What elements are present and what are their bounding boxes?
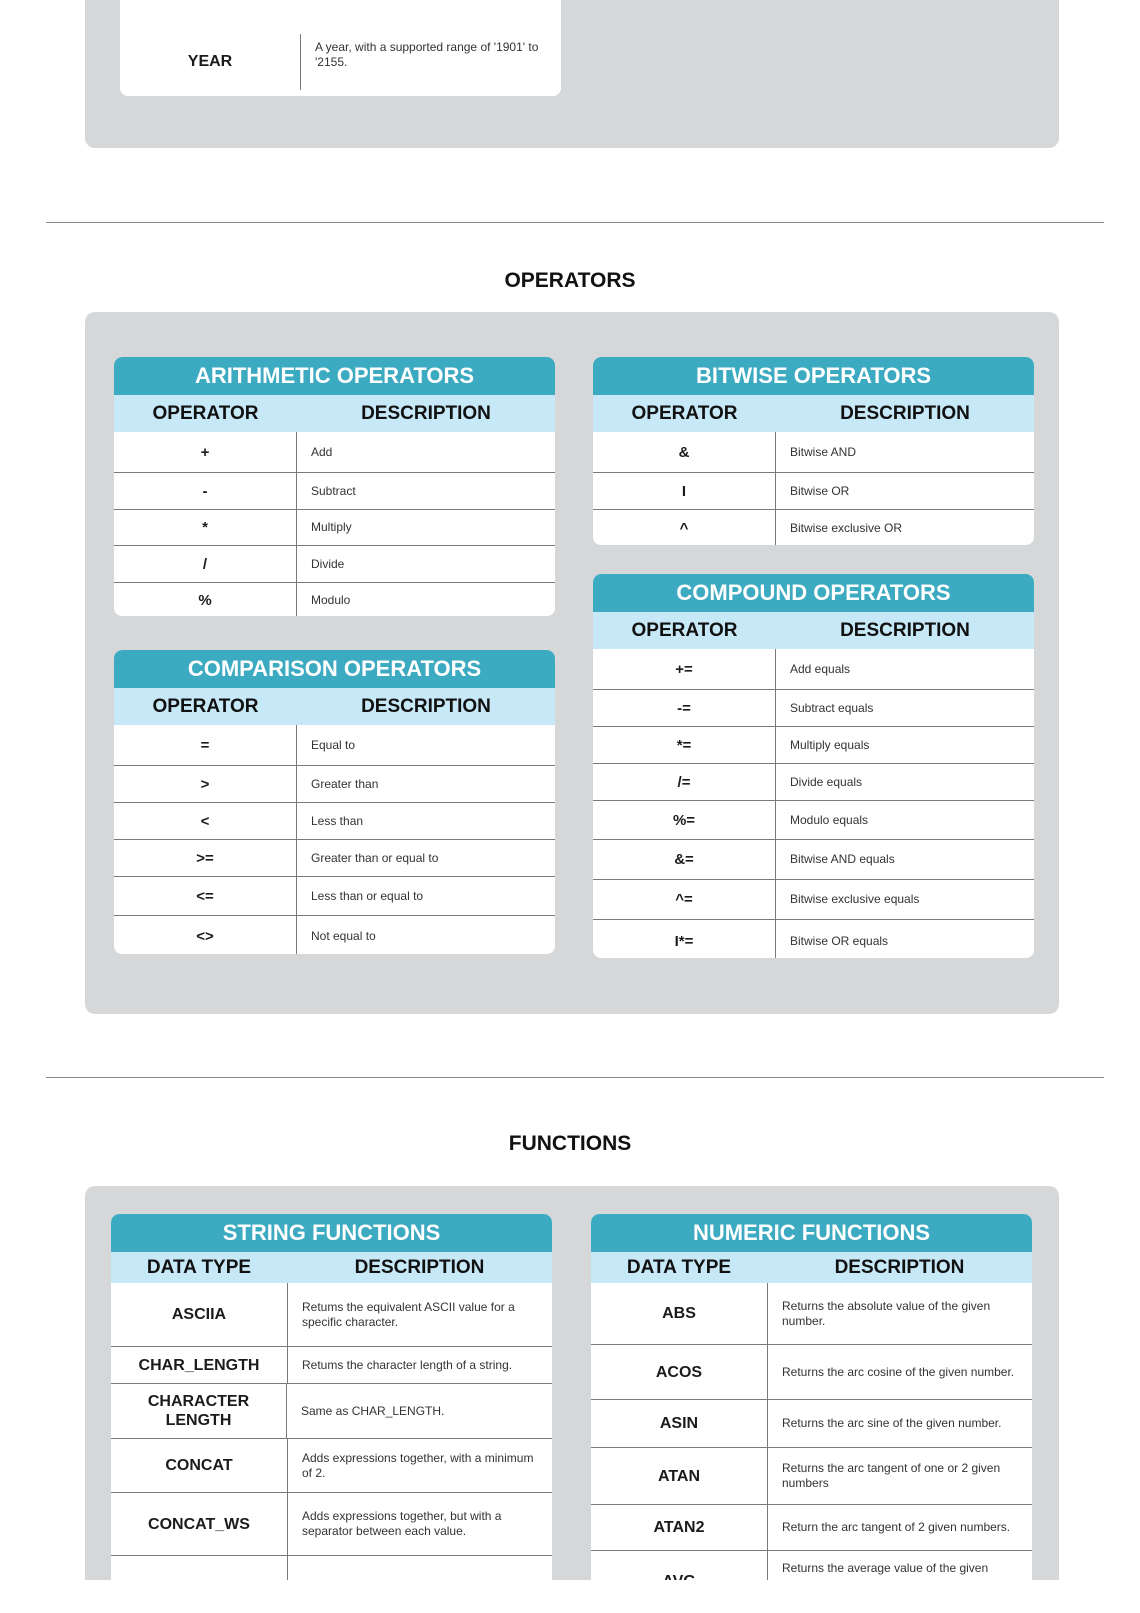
year-card [120,0,561,96]
year-description: A year, with a supported range of '1901' to '2155. [315,40,539,69]
table-row [114,802,555,839]
column-header: DATA TYPE [146,1256,252,1278]
year-type: YEAR [120,34,301,90]
column-header: DATA TYPE [626,1256,732,1278]
table-row [591,1344,1032,1399]
table-row [114,765,555,802]
column-header: DESCRIPTION [840,619,970,641]
table-row [111,1438,552,1492]
operator: = [114,725,297,765]
table-row [111,1492,552,1555]
table-row [114,432,555,472]
section-divider [46,1077,1104,1078]
operator: - [114,473,297,509]
function-name: ATAN [591,1448,768,1504]
numeric-functions-card [591,1214,1032,1613]
description: Equal to [311,737,356,752]
table-row [114,545,555,582]
card-header [114,395,555,432]
description: Returns the arc tangent of one or 2 given numbers [782,1461,1001,1490]
description: Subtract equals [790,700,874,715]
description: Less than or equal to [311,888,424,903]
bitwise-operators-card [593,357,1034,545]
operator: % [114,583,297,616]
description: Returns the arc cosine of the given number. [782,1364,1015,1379]
table-row [593,800,1034,839]
operator: I*= [593,920,776,958]
table-row [114,876,555,915]
column-header: DESCRIPTION [840,402,970,424]
operator: <= [114,877,297,915]
table-row [114,839,555,876]
table-row [593,509,1034,545]
operator: + [114,432,297,472]
comparison-operators-card [114,650,555,954]
table-row [114,472,555,509]
table-row [593,919,1034,958]
table-row [591,1399,1032,1447]
card-header [591,1252,1032,1283]
description: Adds expressions together, but with a separator between each value. [302,1509,502,1538]
operator: &= [593,840,776,879]
column-header: DESCRIPTION [354,1256,485,1278]
function-name: CONCAT [111,1439,288,1492]
description: Bitwise exclusive OR [790,520,903,535]
operator: %= [593,801,776,839]
operators-title: OPERATORS [504,269,636,292]
operator: *= [593,727,776,763]
card-title: ARITHMETIC OPERATORS [114,357,555,395]
description: Retums the character length of a string. [302,1357,513,1372]
table-row [593,839,1034,879]
function-name: ASIN [591,1400,768,1447]
description: Greater than [311,776,379,791]
operator: I [593,473,776,509]
operator: >= [114,840,297,876]
table-row [593,649,1034,689]
description: Multiply equals [790,737,870,752]
function-name: CONCAT_WS [111,1493,288,1555]
function-name: ACOS [591,1345,768,1399]
table-row [111,1283,552,1346]
card-title: COMPARISON OPERATORS [114,650,555,688]
table-row [591,1283,1032,1344]
description: Divide [311,556,345,571]
description: Add [311,444,333,459]
table-row [593,726,1034,763]
operator: <> [114,916,297,954]
operator: * [114,510,297,545]
operator: > [114,766,297,802]
table-row [593,472,1034,509]
operator: < [114,803,297,839]
column-header: OPERATOR [152,695,259,717]
table-row [114,582,555,616]
description: Multiply [311,520,352,534]
operator: += [593,649,776,689]
column-header: DESCRIPTION [834,1256,965,1278]
function-name: ABS [591,1283,768,1344]
table-row [593,763,1034,800]
column-header: DESCRIPTION [361,695,491,717]
card-title: BITWISE OPERATORS [593,357,1034,395]
description: Subtract [311,483,356,498]
table-row [593,432,1034,472]
description: Bitwise AND equals [790,852,895,866]
card-header [114,688,555,725]
description: Returns the absolute value of the given number. [782,1298,991,1328]
table-row [114,915,555,954]
column-header: OPERATOR [631,402,738,424]
string-functions-card [111,1214,552,1613]
operator: / [114,546,297,582]
operator: & [593,432,776,472]
description: Modulo equals [790,812,869,827]
description: Divide equals [790,774,863,789]
column-header: OPERATOR [631,619,738,641]
section-divider [46,222,1104,223]
arithmetic-operators-card [114,357,555,616]
operator: ^= [593,880,776,919]
description: Bitwise OR [790,483,850,498]
table-row [593,689,1034,726]
table-row [114,509,555,545]
card-title: STRING FUNCTIONS [111,1214,552,1252]
description: Adds expressions together, with a minimum of 2. [302,1450,534,1480]
card-header [111,1252,552,1283]
table-row [120,34,561,90]
description: Returns the arc sine of the given number. [782,1416,1002,1430]
function-name: ASCIIA [111,1283,288,1346]
description: Return the arc tangent of 2 given numbers. [782,1520,1011,1534]
card-title: COMPOUND OPERATORS [593,574,1034,612]
functions-title: FUNCTIONS [508,1132,632,1155]
compound-operators-card [593,574,1034,958]
table-row [591,1447,1032,1504]
function-name: CHAR_LENGTH [111,1347,288,1383]
function-name: CHARACTER LENGTH [111,1384,287,1438]
description: Same as CHAR_LENGTH. [301,1403,445,1418]
card-header [593,612,1034,649]
card-title: NUMERIC FUNCTIONS [591,1214,1032,1252]
table-row [111,1346,552,1383]
column-header: DESCRIPTION [361,402,491,424]
description: Bitwise OR equals [790,934,889,948]
description: Modulo [311,593,351,607]
description: Bitwise AND [790,444,857,459]
description: Not equal to [311,928,376,943]
operator: ^ [593,510,776,545]
table-row [111,1383,552,1438]
table-row [114,725,555,765]
function-name: ATAN2 [591,1505,768,1550]
description: Greater than or equal to [311,850,439,865]
page-bottom-margin [0,1580,1140,1613]
operator: -= [593,690,776,726]
description: Less than [311,813,364,828]
table-row [591,1504,1032,1550]
operator: /= [593,764,776,800]
card-header [593,395,1034,432]
description: Bitwise exclusive equals [790,892,920,906]
table-row [593,879,1034,919]
description: Retums the equivalent ASCII value for a specific character. [302,1299,515,1329]
column-header: OPERATOR [152,402,259,424]
description: Add equals [790,661,851,676]
description: Returns the average value of the given [782,1561,989,1575]
